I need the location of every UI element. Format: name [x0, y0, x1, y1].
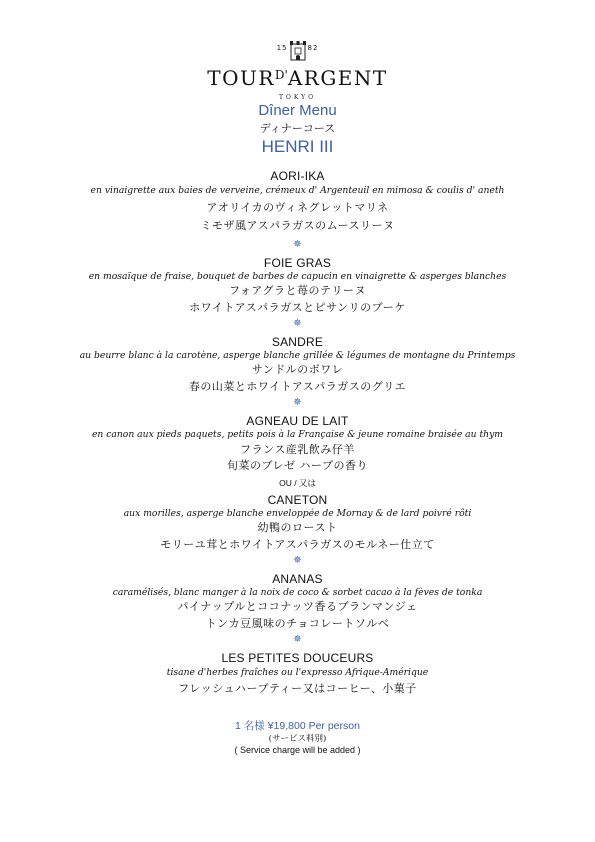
service-charge-jp: (サービス料別)	[268, 734, 327, 744]
course-jp-line1: サンドルのボワレ	[251, 363, 344, 376]
course-title: ANANAS	[272, 572, 323, 586]
course-desc: caramélisés, blanc manger à la noix de coco & sorbet cacao à la fèves de tonka	[112, 587, 483, 598]
menu-name: HENRI III	[261, 137, 334, 156]
course-desc: aux morilles, asperge blanche enveloppée de Mornay & de lard poivré rôti	[123, 508, 472, 519]
tower-logo-icon	[288, 38, 308, 62]
service-charge-en: ( Service charge will be added )	[234, 745, 361, 755]
menu-title: Dîner Menu	[258, 102, 337, 119]
brand-rest: ARGENT	[287, 66, 388, 90]
menu-title-jp: ディナーコース	[259, 122, 336, 135]
course-jp-line2: モリーユ茸とホワイトアスパラガスのモルネー仕立て	[160, 538, 435, 551]
logo-year-left: 15	[276, 44, 288, 52]
course-desc: en canon aux pieds paquets, petits pois à la Française & jeune romaine braisée au thym	[91, 429, 503, 440]
separator-star-icon: ✵	[293, 239, 302, 250]
course-jp-line2: 春の山菜とホワイトアスパラガスのグリエ	[188, 380, 407, 393]
brand-main: TOUR	[207, 66, 275, 90]
course-desc: tisane d'herbes fraîches ou l'expresso Afrique-Amérique	[166, 667, 429, 678]
separator-star-icon: ✵	[293, 555, 302, 566]
brand-d: D'	[274, 68, 288, 82]
separator-star-icon: ✵	[293, 318, 302, 329]
course-title: AGNEAU DE LAIT	[246, 414, 349, 428]
or-label: OU / 又は	[279, 478, 316, 488]
course-jp-line1: フォアグラと苺のテリーヌ	[228, 284, 367, 297]
course-jp-line1: 幼鴨のロースト	[257, 521, 338, 534]
course-jp-line1: アオリイカのヴィネグレットマリネ	[206, 201, 389, 214]
course-desc: en mosaïque de fraise, bouquet de barbes de capucin en vinaigrette & asperges blanches	[88, 271, 507, 282]
course-title: FOIE GRAS	[263, 256, 332, 270]
course-title: SANDRE	[271, 335, 324, 349]
price: 1 名様 ¥19,800 Per person	[235, 720, 360, 732]
course-jp-line2: トンカ豆風味のチョコレートソルベ	[205, 617, 390, 630]
course-jp-line1: フレッシュハーブティー又はコーヒー、小菓子	[178, 682, 417, 695]
brand-city: TOKYO	[278, 94, 317, 101]
separator-star-icon: ✵	[293, 397, 302, 408]
course-title: AORI-IKA	[270, 169, 325, 183]
course-jp-line1: フランス産乳飲み仔羊	[240, 443, 355, 456]
logo-year-right: 82	[307, 44, 319, 52]
separator-star-icon: ✵	[293, 634, 302, 645]
brand-name	[0, 66, 595, 90]
course-jp-line1: パイナップルとココナッツ香るブランマンジェ	[177, 600, 418, 613]
course-title: LES PETITES DOUCEURS	[221, 651, 374, 665]
course-jp-line2: ミモザ風アスパラガスのムースリーヌ	[200, 219, 395, 232]
course-jp-line2: ホワイトアスパラガスとピサンリのブーケ	[189, 301, 406, 314]
course-desc: en vinaigrette aux baies de verveine, crémeux d' Argenteuil en mimosa & coulis d' aneth	[90, 185, 505, 196]
course-title: CANETON	[267, 493, 328, 507]
course-desc: au beurre blanc à la carotène, asperge blanche grillée & légumes de montagne du Printemps	[79, 350, 516, 361]
course-jp-line2: 旬菜のブレゼ ハーブの香り	[226, 459, 368, 472]
